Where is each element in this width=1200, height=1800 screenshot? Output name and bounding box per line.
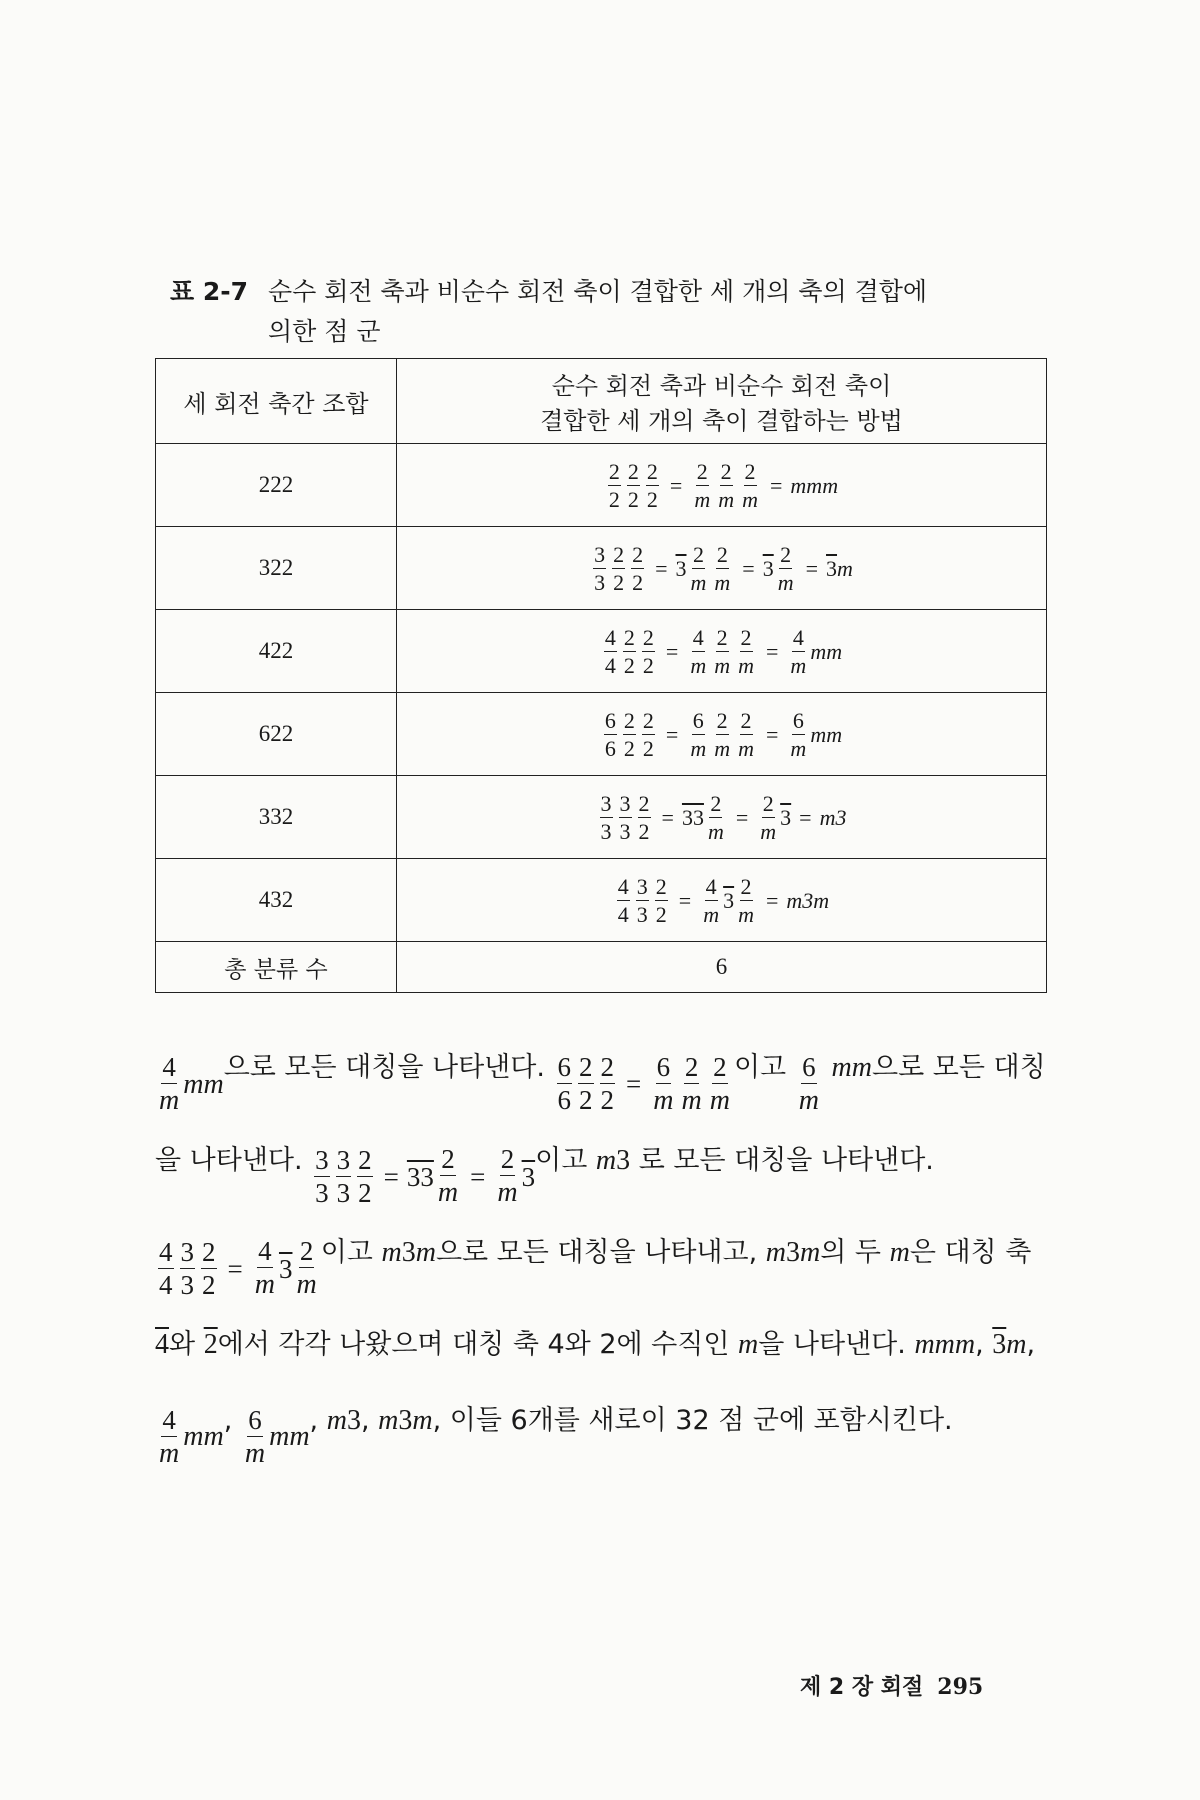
table-row — [156, 610, 1047, 693]
header-method-line-2: 결합한 세 개의 축이 결합하는 방법 — [540, 407, 903, 435]
row-code: 322 — [156, 527, 397, 610]
table-row — [156, 527, 1047, 610]
table-row — [156, 776, 1047, 859]
page-footer — [800, 1670, 983, 1701]
table-row — [156, 444, 1047, 527]
row-result: m3m — [786, 887, 830, 913]
row-formula: 2 2 2 2 $\frac{2}{2}$ = $\frac{2}{m}$ 2 m $\frac{2}{m}$ = mmm — [397, 444, 1047, 527]
caption-line-1: 순수 회전 축과 비순수 회전 축이 결합한 세 개의 축의 결합에 — [268, 277, 928, 306]
row-result: mm — [810, 638, 843, 664]
caption-line-2: 의한 점 군 — [268, 317, 381, 346]
row-code: 422 — [156, 610, 397, 693]
table-header-row — [156, 359, 1047, 444]
page-number: 295 — [937, 1674, 984, 1700]
total-label: 총 분류 수 — [156, 942, 397, 993]
point-group-table — [155, 358, 1047, 993]
caption-number: 표 2-7 — [170, 277, 249, 306]
row-code: 622 — [156, 693, 397, 776]
row-code: 222 — [156, 444, 397, 527]
row-result: m3 — [819, 804, 847, 830]
row-formula: 6 6 2 2 $\frac{2}{2}$ = $\frac{6}{m}$ 2 m $\frac{2}{m}$ = $\frac{6}{m}$ mm — [397, 693, 1047, 776]
header-combination-method — [397, 359, 1047, 444]
row-result: mmm — [790, 472, 839, 498]
row-code: 432 — [156, 859, 397, 942]
row-formula: 3 3 3 3 $\frac{2}{2}$ = 33 $\frac{2}{m}$ = $\frac{2}{m}$ 3 = m3 — [397, 776, 1047, 859]
row-formula: 3 3 2 2 $\frac{2}{2}$ = 3 2 m $\frac{2}{m}$ = 3 $\frac{2}{m}$ = 3 m — [397, 527, 1047, 610]
row-formula: 4 4 2 2 $\frac{2}{2}$ = $\frac{4}{m}$ 2 m $\frac{2}{m}$ = $\frac{4}{m}$ mm — [397, 610, 1047, 693]
total-value: 6 — [397, 942, 1047, 993]
row-code: 332 — [156, 776, 397, 859]
table-caption — [170, 272, 927, 352]
row-result: mm — [810, 721, 843, 747]
header-axis-combination: 세 회전 축간 조합 — [156, 359, 397, 444]
header-method-line-1: 순수 회전 축과 비순수 회전 축이 — [551, 372, 892, 400]
table-row — [156, 859, 1047, 942]
row-formula: 4 4 3 3 $\frac{2}{2}$ = $\frac{4}{m}$ 3 $\frac{2}{m}$ = m3m — [397, 859, 1047, 942]
chapter-title: 제 2 장 회절 — [800, 1675, 924, 1700]
table-row — [156, 693, 1047, 776]
body-paragraph: 4 m mm 으로 모든 대칭을 나타낸다. 6 6 2 2 $\frac{2}{2}$ = $\frac{6}{m}$ 2 m 2 m 이고 6 m mm으로 모든 대칭을 나타낸다. 3 3 3 3 $\frac{2}{2}$ = 33 $\frac{2}{m}$ = $\frac{2}{m}$ 3 이고 m3 로 모든 대칭을 나타낸다. 4 4 3 3 $\frac{2}{2}$ = $\frac{4}{m}$ 3 2 m 이고 m3m으로 모든 대칭을 나타내고, m3m의 두 m은 대칭 축 4와 2에서 각각 나왔으며 대칭 축 4와 2에 수직인 m을 나타낸다. mmm, 3m, 4 m mm , 6 m mm , m3, m3m, 이들 6개를 새로이 32 점 군에 포함시킨다. — [155, 1051, 1046, 1469]
table-total-row — [156, 942, 1047, 993]
